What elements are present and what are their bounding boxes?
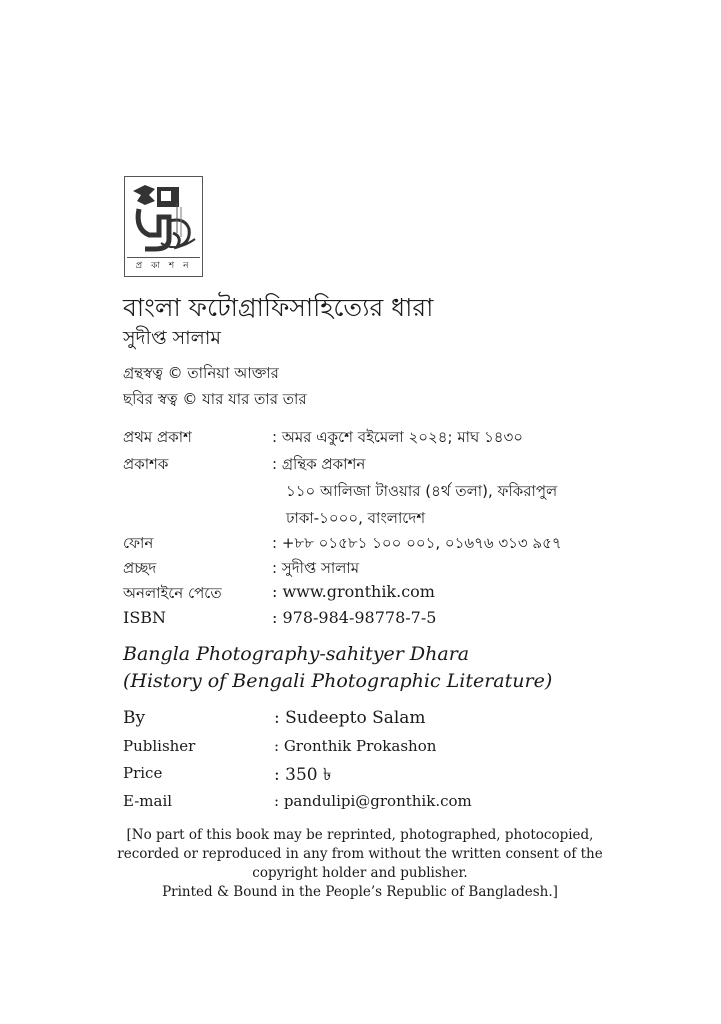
detail-value-publisher: : গ্রন্থিক প্রকাশন (272, 455, 366, 473)
english-title-line2: (History of Bengali Photographic Literature) (123, 670, 553, 692)
book-author-bangla: সুদীপ্ত সালাম (123, 327, 221, 349)
logo-label: প্র কা শ ন (127, 257, 200, 274)
detail-label-phone: ফোন (123, 534, 154, 552)
detail-label-first-edition: প্রথম প্রকাশ (123, 428, 192, 446)
detail-value-cover: : সুদীপ্ত সালাম (272, 559, 360, 577)
detail-value-first-edition: : অমর একুশে বইমেলা ২০২৪; মাঘ ১৪৩০ (272, 428, 524, 446)
detail-label-online: অনলাইনে পেতে (123, 584, 222, 602)
english-label-by: By (123, 708, 146, 728)
notice-line: copyright holder and publisher. (252, 865, 468, 881)
english-value-publisher: : Gronthik Prokashon (274, 737, 437, 755)
publisher-logo-icon (125, 177, 204, 259)
detail-value-address-line2: ঢাকা-১০০০, বাংলাদেশ (286, 509, 426, 527)
detail-label-cover: প্রচ্ছদ (123, 559, 157, 577)
english-value-price: : 350 ৳ (274, 765, 332, 785)
detail-value-isbn: : 978-984-98778-7-5 (272, 608, 437, 627)
detail-value-phone: : +৮৮ ০১৫৮১ ১০০ ০০১, ০১৬৭৬ ৩১৩ ৯৫৭ (272, 534, 562, 552)
detail-label-isbn: ISBN (123, 608, 167, 627)
detail-value-address-line1: ১১০ আলিজা টাওয়ার (৪র্থ তলা), ফকিরাপুল (286, 482, 558, 500)
english-label-email: E-mail (123, 792, 173, 810)
english-value-author: : Sudeepto Salam (274, 708, 426, 728)
detail-value-website: : www.gronthik.com (272, 582, 435, 601)
image-copyright: ছবির স্বত্ব © যার যার তার তার (123, 390, 307, 408)
english-label-price: Price (123, 764, 163, 782)
text-copyright: গ্রন্থস্বত্ব © তানিয়া আক্তার (123, 364, 279, 382)
publisher-logo (124, 176, 203, 277)
detail-label-publisher: প্রকাশক (123, 455, 169, 473)
english-value-email: : pandulipi@gronthik.com (274, 792, 472, 810)
rights-notice (110, 826, 610, 902)
notice-line: Printed & Bound in the People’s Republic of Bangladesh.] (162, 884, 558, 900)
english-title-line1: Bangla Photography-sahityer Dhara (123, 643, 470, 665)
notice-line: recorded or reproduced in any from without the written consent of the (117, 846, 603, 862)
english-label-publisher: Publisher (123, 737, 196, 755)
notice-line: [No part of this book may be reprinted, photographed, photocopied, (126, 827, 594, 843)
book-title-bangla: বাংলা ফটোগ্রাফিসাহিত্যের ধারা (123, 293, 434, 322)
